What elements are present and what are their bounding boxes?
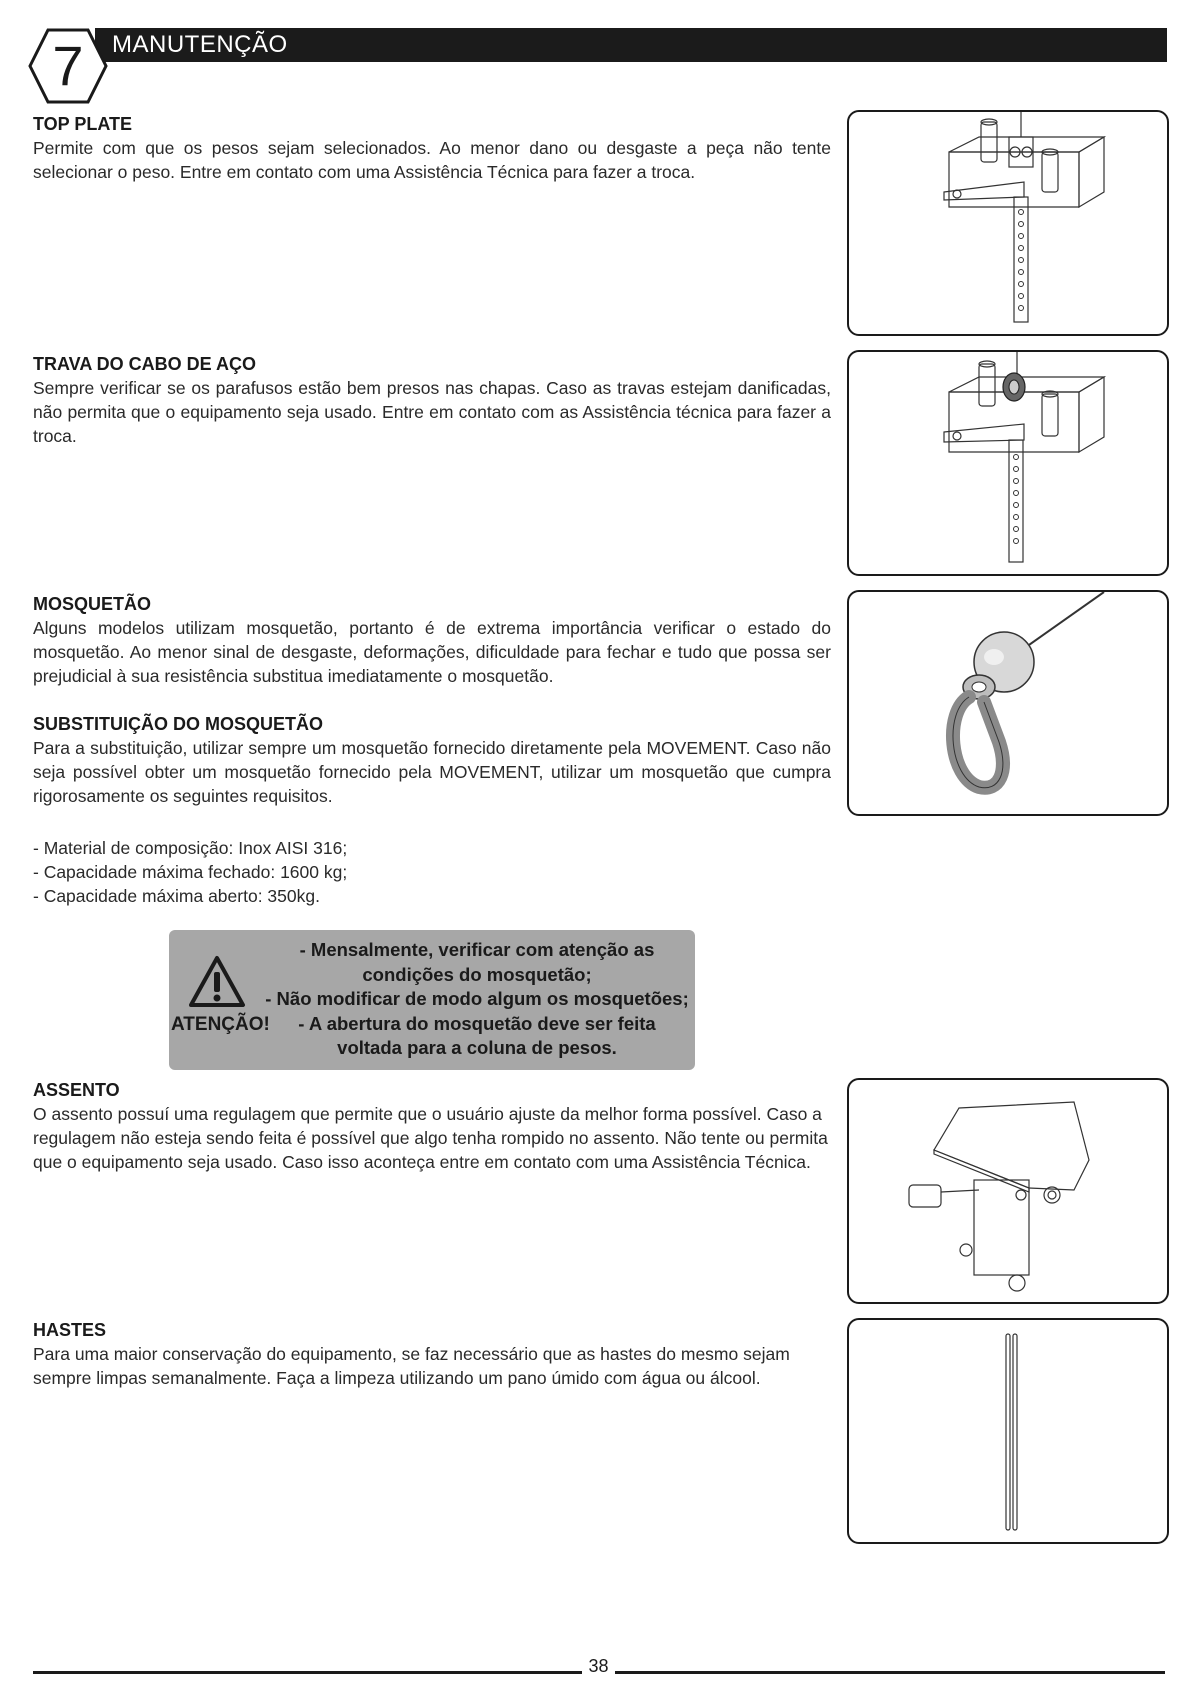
section-trava-cabo: [33, 352, 831, 448]
section-title: ASSENTO: [33, 1080, 120, 1100]
requirements-list: [33, 836, 347, 908]
top-plate-illustration: [847, 110, 1169, 336]
seat-drawing: [849, 1080, 1167, 1302]
requirement-item: - Capacidade máxima aberto: 350kg.: [33, 886, 320, 906]
section-top-plate: [33, 112, 831, 184]
section-mosquetao: [33, 592, 831, 688]
rods-drawing: [849, 1320, 1167, 1542]
carabiner-drawing: [849, 592, 1167, 814]
warning-line: - Não modificar de modo algum os mosquetões;: [265, 988, 689, 1009]
section-body: Para uma maior conservação do equipamento, se faz necessário que as hastes do mesmo sejam sempre limpas semanalmente. Faça a limpeza utilizando um pano úmido com água ou álcool.: [33, 1344, 790, 1388]
warning-label: ATENÇÃO!: [171, 1014, 270, 1035]
section-body: Alguns modelos utilizam mosquetão, portanto é de extrema importância verificar o estado do mosquetão. Ao menor sinal de desgaste, deformações, dificuldade para fechar e tudo que possa ser prejudicial à sua resistência substitua imediatamente o mosquetão.: [33, 618, 831, 686]
cable-lock-drawing: [849, 352, 1167, 574]
section-body: Sempre verificar se os parafusos estão bem presos nas chapas. Caso as travas estejam danificadas, não permita que o equipamento seja usado. Entre em contato com as Assistência técnica para fazer a troca.: [33, 378, 831, 446]
warning-triangle-icon: [188, 955, 246, 1009]
section-hastes: [33, 1318, 831, 1390]
cable-lock-illustration: [847, 350, 1169, 576]
chapter-number: 7: [52, 34, 84, 97]
section-body: Permite com que os pesos sejam selecionados. Ao menor dano ou desgaste a peça não tente selecionar o peso. Entre em contato com uma Assistência Técnica para fazer a troca.: [33, 138, 831, 182]
rods-illustration: [847, 1318, 1169, 1544]
section-title: SUBSTITUIÇÃO DO MOSQUETÃO: [33, 714, 324, 734]
footer-rule-left: [33, 1671, 582, 1674]
section-substituicao: [33, 712, 831, 808]
requirement-item: - Material de composição: Inox AISI 316;: [33, 838, 348, 858]
page-title: MANUTENÇÃO: [112, 31, 288, 58]
section-title: MOSQUETÃO: [33, 594, 152, 614]
warning-line: - A abertura do mosquetão deve ser feita: [298, 1012, 656, 1034]
section-title: HASTES: [33, 1320, 107, 1340]
section-body: O assento possuí uma regulagem que permite que o usuário ajuste da melhor forma possível. Caso a regulagem não esteja sendo feita é possível que algo tenha rompido no assento. Não tente ou permita que o equipamento seja usado. Caso isso aconteça entre em contato com uma Assistência Técnica.: [33, 1104, 828, 1172]
warning-line: - Mensalmente, verificar com atenção as: [299, 939, 655, 960]
requirement-item: - Capacidade máxima fechado: 1600 kg;: [33, 862, 348, 882]
page-number: 38: [588, 1656, 609, 1676]
top-plate-drawing: [849, 112, 1167, 334]
section-assento: [33, 1078, 831, 1174]
warning-line: condições do mosquetão;: [362, 963, 592, 985]
footer-rule-right: [615, 1671, 1165, 1674]
section-body: Para a substituição, utilizar sempre um mosquetão fornecido diretamente pela MOVEMENT. Caso não seja possível obter um mosquetão fornecido pela MOVEMENT, utilizar um mosquetão que cumpra rigorosamente os seguintes requisitos.: [33, 738, 831, 806]
warning-text: [262, 938, 692, 1061]
warning-line: voltada para a coluna de pesos.: [337, 1037, 617, 1058]
section-title: TRAVA DO CABO DE AÇO: [33, 354, 256, 374]
section-title: TOP PLATE: [33, 114, 133, 134]
seat-illustration: [847, 1078, 1169, 1304]
carabiner-illustration: [847, 590, 1169, 816]
